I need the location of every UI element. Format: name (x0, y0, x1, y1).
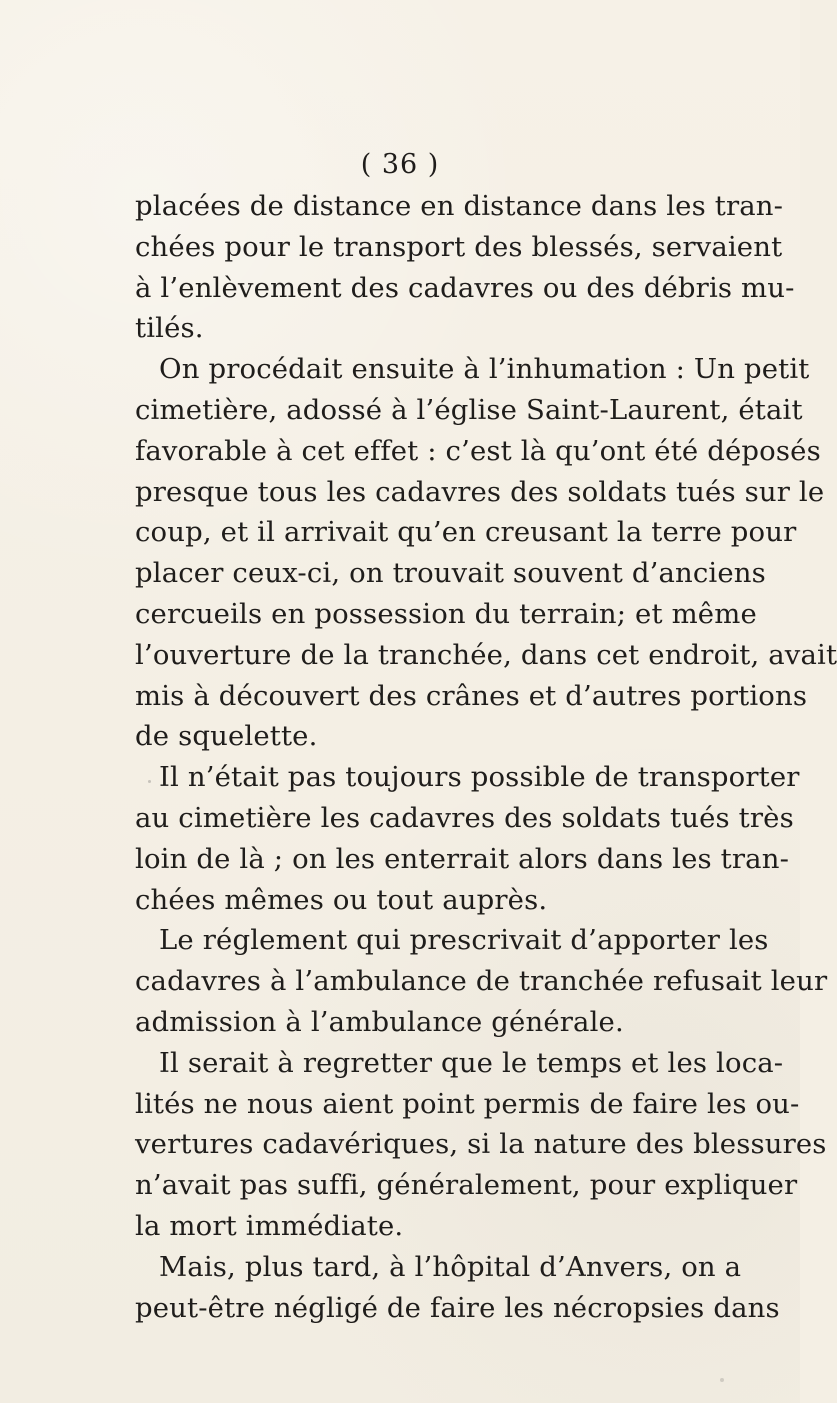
text-line: lités ne nous aient point permis de faire les ou- (135, 1087, 800, 1120)
text-line: placées de distance en distance dans les tran- (135, 190, 784, 222)
text-line: de squelette. (135, 720, 318, 753)
text-line: Mais, plus tard, à l’hôpital d’Anvers, on a (159, 1250, 742, 1283)
paper-speck (720, 1378, 724, 1382)
text-line: l’ouverture de la tranchée, dans cet endroit, avait (135, 638, 837, 671)
text-line: loin de là ; on les enterrait alors dans les tran- (135, 842, 790, 875)
text-line: chées mêmes ou tout auprès. (135, 883, 548, 916)
text-line: n’avait pas suffi, généralement, pour expliquer (135, 1169, 798, 1202)
text-line: On procédait ensuite à l’inhumation : Un petit (159, 353, 810, 386)
text-line: cimetière, adossé à l’église Saint-Laurent, était (135, 393, 803, 426)
text-line: tilés. (135, 312, 204, 345)
text-line: favorable à cet effet : c’est là qu’ont été déposés (135, 434, 821, 467)
text-line: au cimetière les cadavres des soldats tués très (135, 801, 794, 834)
paper-speck (148, 780, 151, 783)
body-text (135, 186, 837, 1328)
text-line: Le réglement qui prescrivait d’apporter les (159, 924, 769, 957)
text-line: admission à l’ambulance générale. (135, 1005, 624, 1038)
text-line: presque tous les cadavres des soldats tués sur le (135, 475, 825, 508)
text-line: coup, et il arrivait qu’en creusant la terre pour (135, 516, 797, 549)
text-line: peut-être négligé de faire les nécropsies dans (135, 1291, 780, 1324)
text-line: vertures cadavériques, si la nature des blessures (135, 1128, 827, 1161)
text-line: placer ceux-ci, on trouvait souvent d’anciens (135, 557, 766, 590)
text-line: Il n’était pas toujours possible de transporter (159, 761, 800, 794)
text-line: à l’enlèvement des cadavres ou des débris mu- (135, 271, 795, 304)
text-line: la mort immédiate. (135, 1209, 404, 1242)
text-line: mis à découvert des crânes et d’autres portions (135, 679, 808, 712)
text-line: Il serait à regretter que le temps et les loca- (159, 1046, 784, 1079)
text-line: chées pour le transport des blessés, servaient (135, 230, 783, 263)
text-line: cercueils en possession du terrain; et même (135, 597, 757, 630)
page-number: ( 36 ) (360, 149, 440, 180)
text-line: cadavres à l’ambulance de tranchée refusait leur (135, 965, 828, 998)
